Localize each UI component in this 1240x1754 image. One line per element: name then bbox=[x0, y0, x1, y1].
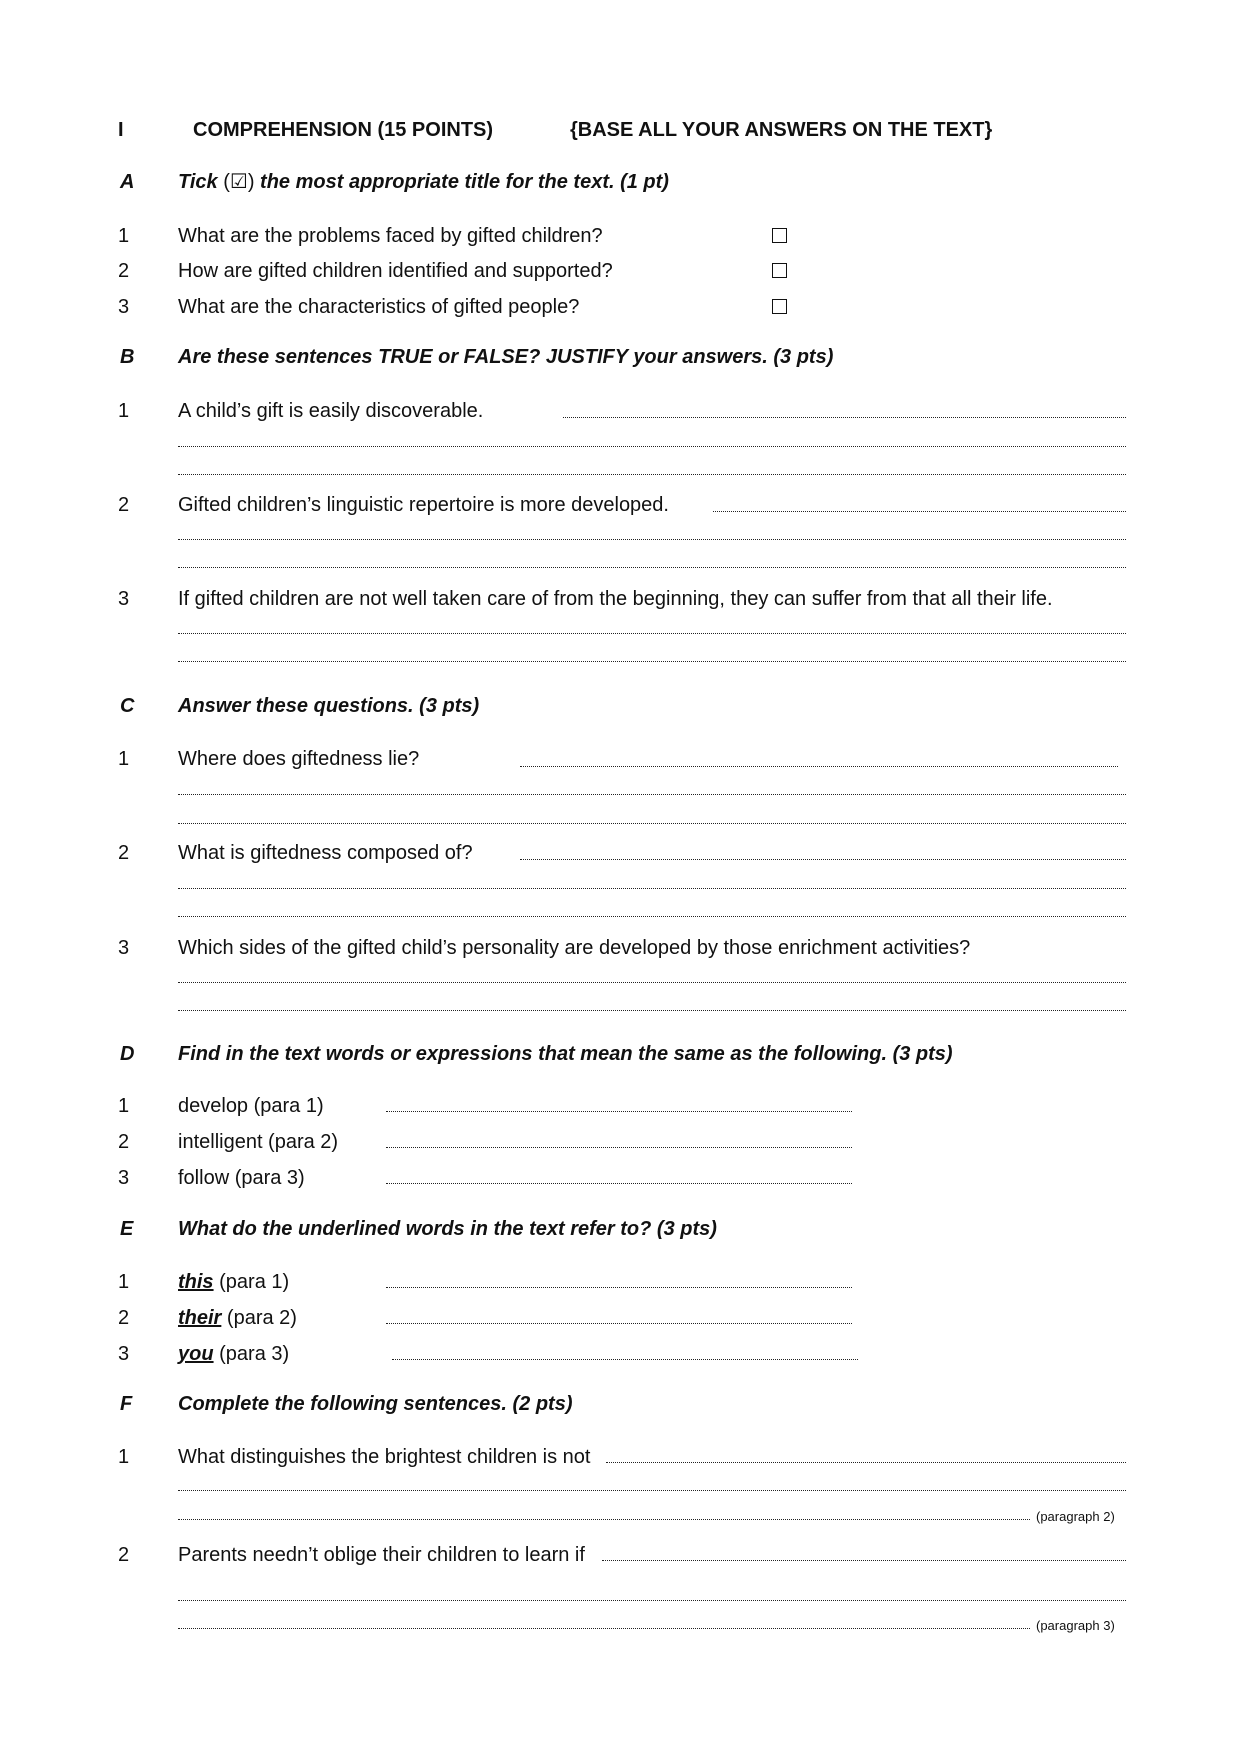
reference-word: their bbox=[178, 1307, 222, 1329]
item-number: 2 bbox=[118, 494, 130, 516]
section-note: {BASE ALL YOUR ANSWERS ON THE TEXT} bbox=[570, 119, 993, 141]
reference-word: you bbox=[178, 1343, 214, 1365]
answer-line[interactable] bbox=[178, 474, 1126, 475]
reference-paragraph: (para 2) bbox=[226, 1307, 297, 1329]
answer-line[interactable] bbox=[178, 661, 1126, 662]
item-number: 2 bbox=[118, 1307, 130, 1329]
reference-word: this bbox=[178, 1271, 214, 1293]
reference-paragraph: (para 3) bbox=[219, 1343, 290, 1365]
answer-line[interactable] bbox=[178, 633, 1126, 634]
section-a-instruction bbox=[178, 170, 669, 194]
vocab-word: intelligent (para 2) bbox=[178, 1131, 339, 1153]
paragraph-reference: (paragraph 3) bbox=[1036, 1618, 1115, 1633]
answer-line[interactable] bbox=[178, 1519, 1030, 1520]
answer-line[interactable] bbox=[178, 539, 1126, 540]
section-letter-e: E bbox=[120, 1218, 134, 1240]
item-number: 1 bbox=[118, 1446, 130, 1468]
item-number: 1 bbox=[118, 1271, 130, 1293]
sentence-start: Parents needn’t oblige their children to learn if bbox=[178, 1544, 585, 1566]
reference-item bbox=[178, 1306, 297, 1330]
item-number: 2 bbox=[118, 260, 130, 282]
item-number: 3 bbox=[118, 1343, 130, 1365]
answer-line[interactable] bbox=[178, 794, 1126, 795]
item-number: 3 bbox=[118, 1167, 130, 1189]
section-title: COMPREHENSION (15 POINTS) bbox=[193, 119, 494, 141]
title-option-text: What are the problems faced by gifted children? bbox=[178, 225, 603, 247]
answer-line[interactable] bbox=[178, 982, 1126, 983]
title-option-text: What are the characteristics of gifted people? bbox=[178, 296, 580, 318]
vocab-word: follow (para 3) bbox=[178, 1167, 305, 1189]
answer-line[interactable] bbox=[386, 1147, 852, 1148]
answer-line[interactable] bbox=[713, 511, 1126, 512]
statement-text: A child’s gift is easily discoverable. bbox=[178, 400, 484, 422]
question-text: Which sides of the gifted child’s personality are developed by those enrichment activities? bbox=[178, 937, 971, 959]
answer-line[interactable] bbox=[178, 1628, 1030, 1629]
question-text: Where does giftedness lie? bbox=[178, 748, 420, 770]
section-d-instruction: Find in the text words or expressions that mean the same as the following. (3 pts) bbox=[178, 1043, 953, 1065]
section-letter-d: D bbox=[120, 1043, 135, 1065]
item-number: 1 bbox=[118, 748, 130, 770]
answer-line[interactable] bbox=[178, 1010, 1126, 1011]
paragraph-reference: (paragraph 2) bbox=[1036, 1509, 1115, 1524]
answer-line[interactable] bbox=[178, 823, 1126, 824]
title-option-checkbox[interactable] bbox=[772, 263, 787, 278]
answer-line[interactable] bbox=[602, 1560, 1126, 1561]
sentence-start: What distinguishes the brightest children is not bbox=[178, 1446, 591, 1468]
item-number: 3 bbox=[118, 937, 130, 959]
statement-text: Gifted children’s linguistic repertoire is more developed. bbox=[178, 494, 669, 516]
answer-line[interactable] bbox=[520, 766, 1118, 767]
section-letter-f: F bbox=[120, 1393, 133, 1415]
ticked-checkbox-icon: (☑) bbox=[223, 171, 255, 193]
reference-item bbox=[178, 1270, 289, 1294]
item-number: 2 bbox=[118, 1131, 130, 1153]
reference-item bbox=[178, 1342, 289, 1366]
item-number: 3 bbox=[118, 296, 130, 318]
item-number: 2 bbox=[118, 1544, 130, 1566]
title-option-checkbox[interactable] bbox=[772, 228, 787, 243]
answer-line[interactable] bbox=[178, 1490, 1126, 1491]
section-letter-b: B bbox=[120, 346, 135, 368]
answer-line[interactable] bbox=[178, 567, 1126, 568]
answer-line[interactable] bbox=[520, 859, 1126, 860]
instruction-text: the most appropriate title for the text. (1 pt) bbox=[260, 171, 669, 193]
answer-line[interactable] bbox=[178, 916, 1126, 917]
answer-line[interactable] bbox=[178, 446, 1126, 447]
answer-line[interactable] bbox=[386, 1323, 852, 1324]
answer-line[interactable] bbox=[386, 1183, 852, 1184]
answer-line[interactable] bbox=[178, 888, 1126, 889]
item-number: 1 bbox=[118, 225, 130, 247]
answer-line[interactable] bbox=[386, 1111, 852, 1112]
answer-line[interactable] bbox=[392, 1359, 858, 1360]
title-option-checkbox[interactable] bbox=[772, 299, 787, 314]
section-letter-a: A bbox=[120, 171, 135, 193]
section-b-instruction: Are these sentences TRUE or FALSE? JUSTIFY your answers. (3 pts) bbox=[178, 346, 834, 368]
answer-line[interactable] bbox=[386, 1287, 852, 1288]
item-number: 3 bbox=[118, 588, 130, 610]
reference-paragraph: (para 1) bbox=[219, 1271, 290, 1293]
vocab-word: develop (para 1) bbox=[178, 1095, 324, 1117]
section-letter-c: C bbox=[120, 695, 135, 717]
item-number: 1 bbox=[118, 1095, 130, 1117]
section-f-instruction: Complete the following sentences. (2 pts) bbox=[178, 1393, 573, 1415]
answer-line[interactable] bbox=[563, 417, 1126, 418]
section-c-instruction: Answer these questions. (3 pts) bbox=[178, 695, 480, 717]
answer-line[interactable] bbox=[606, 1462, 1126, 1463]
section-e-instruction: What do the underlined words in the text refer to? (3 pts) bbox=[178, 1218, 717, 1240]
title-option-text: How are gifted children identified and supported? bbox=[178, 260, 613, 282]
question-text: What is giftedness composed of? bbox=[178, 842, 473, 864]
statement-text: If gifted children are not well taken care of from the beginning, they can suffer from that all their life. bbox=[178, 588, 1053, 610]
section-roman-numeral: I bbox=[118, 119, 124, 141]
instruction-tick-word: Tick bbox=[178, 171, 218, 193]
item-number: 2 bbox=[118, 842, 130, 864]
item-number: 1 bbox=[118, 400, 130, 422]
answer-line[interactable] bbox=[178, 1600, 1126, 1601]
